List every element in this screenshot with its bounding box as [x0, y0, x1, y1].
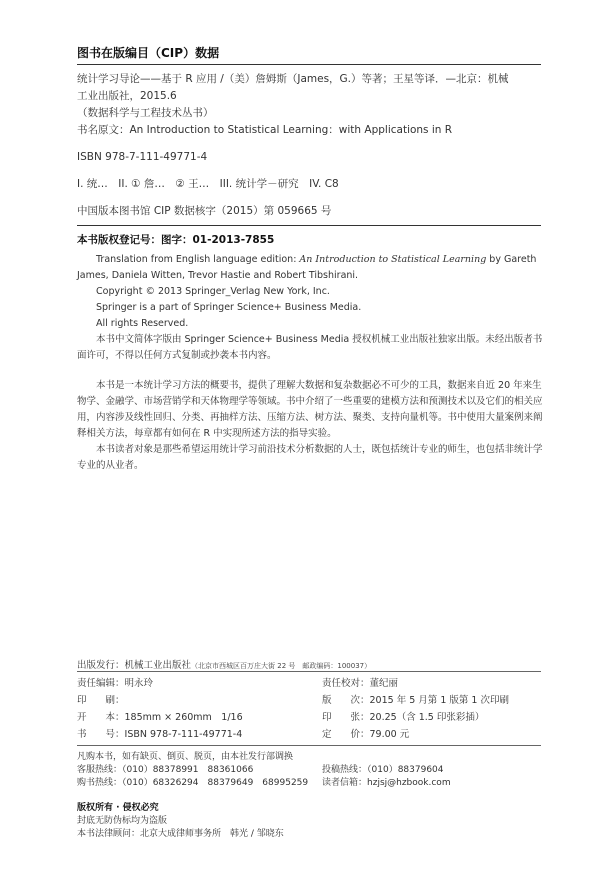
proof-line: [322, 675, 398, 689]
service-hotline: [77, 763, 253, 777]
proof-label: 责任校对：: [322, 678, 370, 689]
cip-isbn: ISBN 978-7-111-49771-4: [77, 151, 208, 163]
publisher-name: 机械工业出版社: [124, 660, 192, 671]
copyright-registration: 本书版权登记号：图字：01-2013-7855: [77, 234, 275, 246]
print-label: 印 刷：: [77, 695, 125, 706]
reader-email: [322, 776, 451, 790]
intro-paragraph-1: 本书是一本统计学习方法的概要书，提供了理解大数据和复杂数据必不可少的工具，数据来自近 20 年来生物学、金融学、市场营销学和天体物理学等领域。书中介绍了一些重要的建模方法和预测技术以及它们的相关应用，内容涉及线性回归、分类、再抽样方法、压缩方法、树方法、聚类、支持向量机等。书中使用大量案例来阐释相关方法，每章都有如何在 R 中实现所述方法的指导实验。: [77, 380, 543, 439]
header-rule: [77, 64, 541, 65]
price-label: 定 价：: [322, 729, 370, 740]
anti-counterfeit-note: 封底无防伪标均为盗版: [77, 816, 168, 826]
cip-rule: [77, 225, 541, 226]
rights-reserved: 版权所有 · 侵权必究: [77, 803, 159, 813]
purchase-hotline: [77, 776, 308, 790]
editor-label: 责任编辑：: [77, 678, 125, 689]
service-label: 客服热线：: [77, 765, 123, 775]
translation-authors: James, Daniela Witten, Trevor Hastie and Robert Tibshirani.: [77, 270, 359, 281]
intro-paragraph-2: 本书读者对象是那些希望运用统计学习前沿技术分析数据的人士，既包括统计专业的师生，也包括非统计学专业的从业者。: [77, 444, 543, 471]
translation-line-1: [77, 252, 543, 268]
cip-line-2: 工业出版社，2015.6: [77, 90, 177, 102]
format-line: [77, 709, 243, 723]
sheets-line: [322, 709, 484, 723]
editor-name: 明永玲: [124, 678, 154, 689]
format-value: 185mm × 260mm 1/16: [124, 712, 243, 723]
price-line: [322, 726, 409, 740]
cip-number: 中国版本图书馆 CIP 数据核字（2015）第 059665 号: [77, 205, 332, 217]
replacement-notice: 凡购本书，如有缺页、倒页、脱页，由本社发行部调换: [77, 752, 294, 762]
submit-value: （010）88379604: [367, 765, 444, 775]
edition-value: 2015 年 5 月第 1 版第 1 次印刷: [369, 695, 509, 706]
book-intro: [77, 378, 543, 474]
proof-name: 董纪丽: [369, 678, 399, 689]
translation-notice: [77, 252, 543, 364]
isbn-line: [77, 726, 242, 740]
translation-springer: Springer is a part of Springer Science+ Business Media.: [96, 302, 362, 313]
translation-license: 本书中文简体字版由 Springer Science+ Business Media 授权机械工业出版社独家出版。未经出版者书面许可，不得以任何方式复制或抄袭本书内容。: [77, 334, 543, 361]
publisher-label: 出版发行：: [77, 660, 125, 671]
edition-label: 版 次：: [322, 695, 370, 706]
translation-prefix: Translation from English language edition:: [96, 254, 300, 265]
publisher-address: （北京市西城区百万庄大街 22 号 邮政编码：100037）: [191, 662, 372, 670]
edition-line: [322, 692, 509, 706]
publisher-rule: [77, 671, 541, 672]
sheets-label: 印 张：: [322, 712, 370, 723]
submit-label: 投稿热线：: [322, 765, 368, 775]
publisher-line: [77, 657, 371, 671]
cip-line-1: 统计学习导论——基于 R 应用 /（美）詹姆斯（James，G.）等著；王星等译．—北京：机械: [77, 73, 509, 85]
original-title-italic: An Introduction to Statistical Learning: [299, 254, 487, 265]
translation-copyright: Copyright © 2013 Springer_Verlag New York, Inc.: [96, 286, 330, 297]
translation-rights: All rights Reserved.: [96, 318, 189, 329]
email-label: 读者信箱：: [322, 778, 368, 788]
cip-classification: I. 统… II. ① 詹… ② 王… III. 统计学－研究 IV. C8: [77, 178, 339, 190]
isbn-value: ISBN 978-7-111-49771-4: [124, 729, 243, 740]
buy-value: （010）68326294 88379649 68995259: [122, 778, 309, 788]
translation-suffix: by Gareth: [486, 254, 537, 265]
price-value: 79.00 元: [369, 729, 410, 740]
print-line: [77, 692, 125, 706]
format-label: 开 本：: [77, 712, 125, 723]
cip-original-title: 书名原文：An Introduction to Statistical Learning：with Applications in R: [77, 124, 453, 136]
submission-hotline: [322, 763, 444, 777]
contact-rule: [77, 745, 541, 746]
legal-counsel: 本书法律顾问：北京大成律师事务所 韩光 / 邹晓东: [77, 829, 284, 839]
cip-header-title: 图书在版编目（CIP）数据: [77, 46, 220, 60]
buy-label: 购书热线：: [77, 778, 123, 788]
editor-line: [77, 675, 153, 689]
cip-series: （数据科学与工程技术丛书）: [77, 107, 214, 119]
isbn-label: 书 号：: [77, 729, 125, 740]
email-value: hzjsj@hzbook.com: [367, 778, 451, 788]
sheets-value: 20.25（含 1.5 印张彩插）: [369, 712, 485, 723]
service-value: （010）88378991 88361066: [122, 765, 254, 775]
